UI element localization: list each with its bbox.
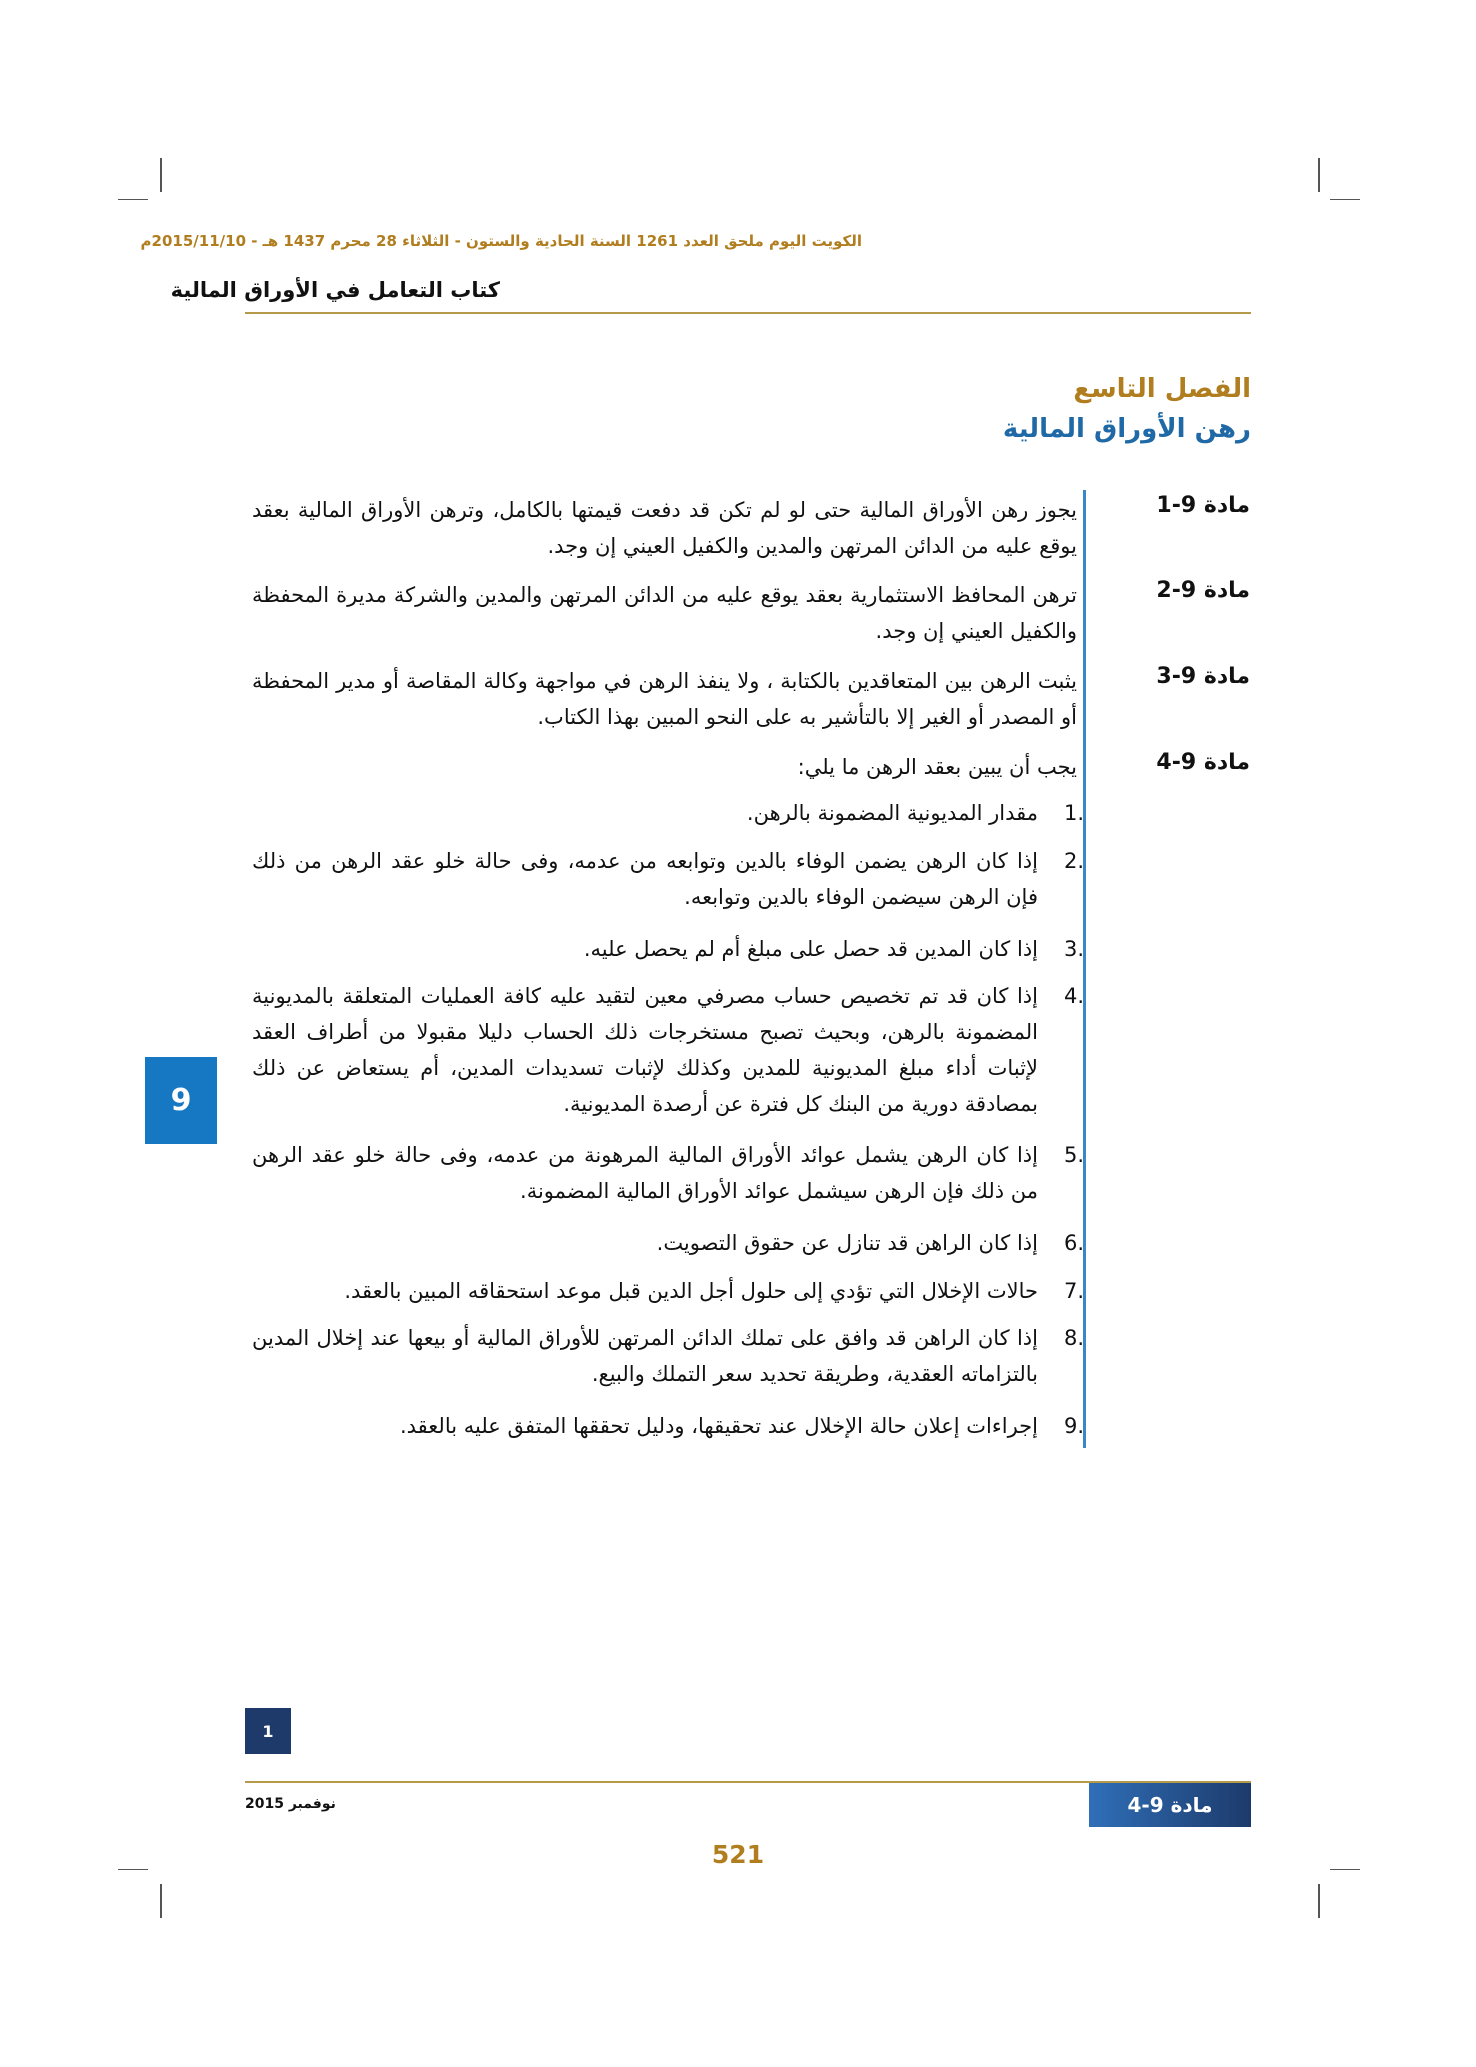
crop-mark xyxy=(118,199,148,200)
list-item xyxy=(252,1273,1084,1309)
article-label: مادة 9-2 xyxy=(1156,578,1250,603)
list-item-number: .6 xyxy=(1063,1231,1084,1255)
list-item-text: إذا كان المدين قد حصل على مبلغ أم لم يحصل عليه. xyxy=(583,937,1038,961)
list-item xyxy=(252,843,1084,915)
article-label: مادة 9-1 xyxy=(1156,493,1250,518)
list-item-text: حالات الإخلال التي تؤدي إلى حلول أجل الدين قبل موعد استحقاقه المبين بالعقد. xyxy=(344,1279,1038,1303)
page-counter-box: 1 xyxy=(245,1708,291,1754)
list-item xyxy=(252,1408,1084,1444)
chapter-subtitle: رهن الأوراق المالية xyxy=(1002,414,1251,444)
chapter-side-tab: 9 xyxy=(145,1057,217,1144)
crop-mark xyxy=(1318,1884,1320,1918)
page-number: 521 xyxy=(711,1840,765,1869)
book-title: كتاب التعامل في الأوراق المالية xyxy=(170,278,500,302)
list-item-text: إذا كان الراهن قد وافق على تملك الدائن المرتهن للأوراق المالية أو بيعها عند إخلال المدين بالتزاماته العقدية، وطريقة تحديد سعر التملك والبيع. xyxy=(252,1326,1038,1386)
list-item xyxy=(252,1225,1084,1261)
list-item xyxy=(252,1137,1084,1209)
list-item xyxy=(252,795,1084,831)
crop-mark xyxy=(1318,158,1320,192)
crop-mark xyxy=(1330,1869,1360,1870)
list-item-number: .2 xyxy=(1063,849,1084,873)
list-item-text: إذا كان الرهن يضمن الوفاء بالدين وتوابعه من عدمه، وفى حالة خلو عقد الرهن من ذلك فإن الرهن سيضمن الوفاء بالدين وتوابعه. xyxy=(252,849,1038,909)
footer-article-label: مادة 9-4 xyxy=(1089,1783,1251,1827)
list-item xyxy=(252,978,1084,1122)
list-item-number: .7 xyxy=(1063,1279,1084,1303)
header-divider xyxy=(245,312,1251,314)
list-item-text: إذا كان قد تم تخصيص حساب مصرفي معين لتقيد عليه كافة العمليات المتعلقة بالمديونية المضمونة بالرهن، وبحيث تصبح مستخرجات ذلك الحساب دليلا مقبولا من أطراف العقد لإثبات أداء مبلغ المديونية للمدين وكذلك لإثبات تسديدات المدين، أم يستعاض عن ذلك بمصادقة دورية من البنك كل فترة عن أرصدة المديونية. xyxy=(252,984,1038,1116)
list-item-text: مقدار المديونية المضمونة بالرهن. xyxy=(746,801,1038,825)
crop-mark xyxy=(160,1884,162,1918)
article-label: مادة 9-4 xyxy=(1156,750,1250,775)
list-item-number: .1 xyxy=(1063,801,1084,825)
list-item-number: .4 xyxy=(1063,984,1084,1008)
list-item-number: .3 xyxy=(1063,937,1084,961)
article-text: يجوز رهن الأوراق المالية حتى لو لم تكن قد دفعت قيمتها بالكامل، وترهن الأوراق المالية بعقد يوقع عليه من الدائن المرتهن والمدين والكفيل العيني إن وجد. xyxy=(252,498,1077,558)
gazette-header: الكويت اليوم ملحق العدد 1261 السنة الحادية والستون - الثلاثاء 28 محرم 1437 هـ - 2015/11/10م xyxy=(140,232,862,250)
crop-mark xyxy=(1330,199,1360,200)
list-item xyxy=(252,1320,1084,1392)
crop-mark xyxy=(118,1869,148,1870)
crop-mark xyxy=(160,158,162,192)
list-item-text: إذا كان الراهن قد تنازل عن حقوق التصويت. xyxy=(656,1231,1038,1255)
list-item-text: إذا كان الرهن يشمل عوائد الأوراق المالية المرهونة من عدمه، وفى حالة خلو عقد الرهن من ذلك فإن الرهن سيشمل عوائد الأوراق المالية المضمونة. xyxy=(252,1143,1038,1203)
article-text: يجب أن يبين بعقد الرهن ما يلي: xyxy=(797,755,1077,779)
list-item xyxy=(252,931,1084,967)
list-item-text: إجراءات إعلان حالة الإخلال عند تحقيقها، ودليل تحققها المتفق عليه بالعقد. xyxy=(399,1414,1038,1438)
list-item-number: .9 xyxy=(1063,1414,1084,1438)
article-label: مادة 9-3 xyxy=(1156,664,1250,689)
chapter-title: الفصل التاسع xyxy=(1073,374,1251,404)
list-item-number: .8 xyxy=(1063,1326,1084,1350)
list-item-number: .5 xyxy=(1063,1143,1084,1167)
article-text: ترهن المحافظ الاستثمارية بعقد يوقع عليه من الدائن المرتهن والمدين والشركة مديرة المحفظة والكفيل العيني إن وجد. xyxy=(252,583,1077,643)
article-text: يثبت الرهن بين المتعاقدين بالكتابة ، ولا ينفذ الرهن في مواجهة وكالة المقاصة أو مدير المحفظة أو المصدر أو الغير إلا بالتأشير به على النحو المبين بهذا الكتاب. xyxy=(252,669,1077,729)
footer-date: نوفمبر 2015 xyxy=(245,1796,336,1812)
